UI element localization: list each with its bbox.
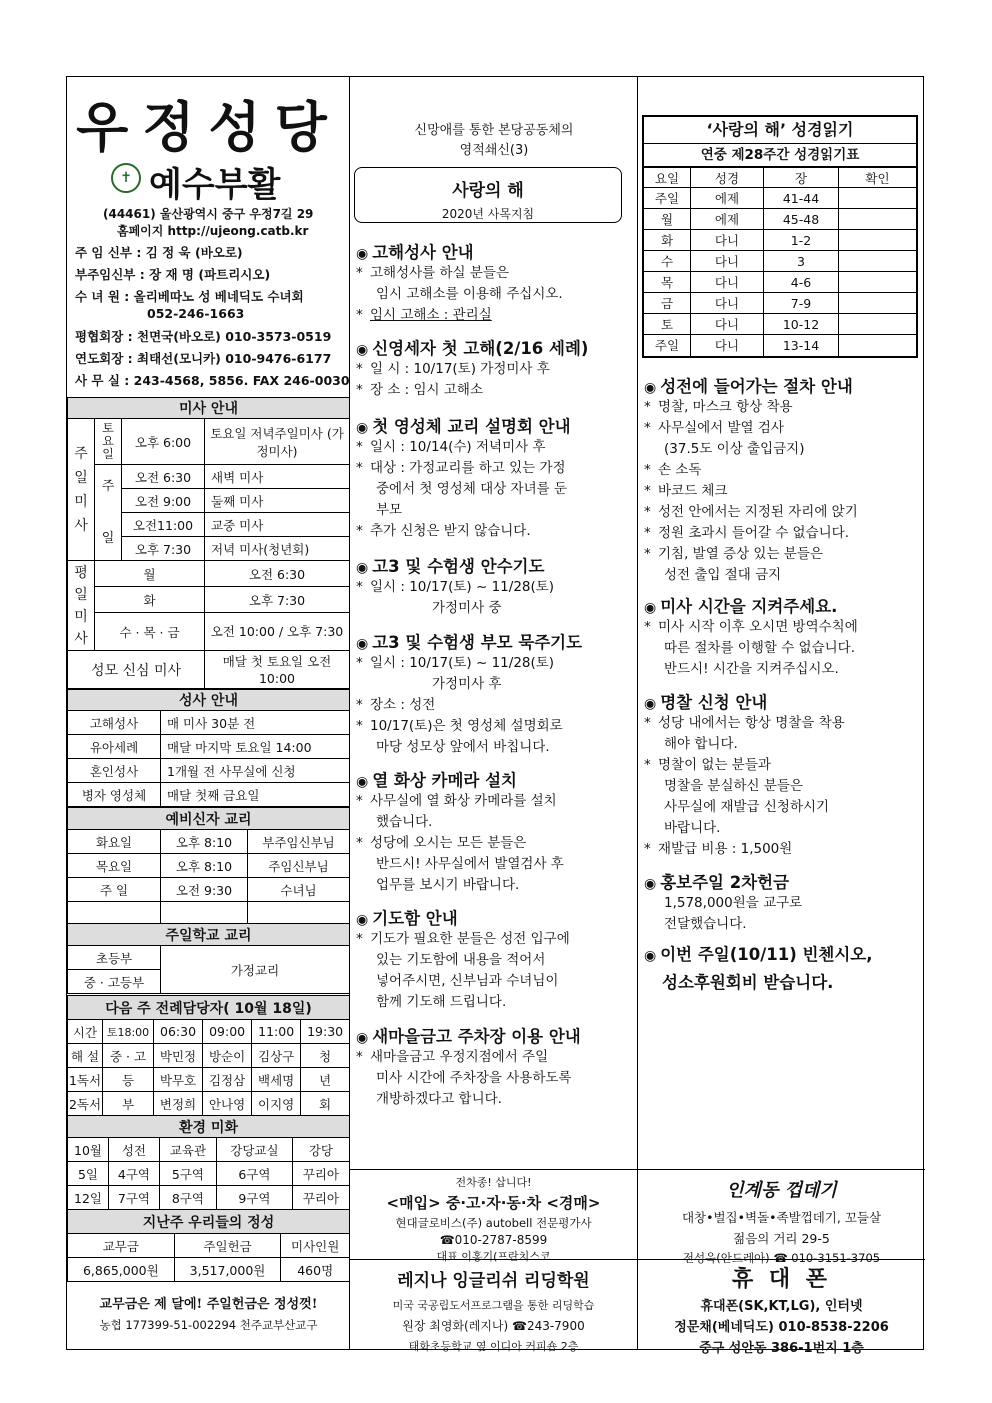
bible-day: 목 (644, 272, 691, 293)
liturgy-cell: 변정희 (154, 1092, 203, 1116)
bible-book: 에제 (691, 209, 764, 230)
bible-check-box[interactable] (839, 335, 917, 356)
sunday-label: 주 일 (95, 465, 122, 561)
liturgy-cell: 김정삼 (203, 1068, 252, 1092)
offering-value: 6,865,000원 (68, 1258, 175, 1282)
notice-parent-rosary (356, 629, 631, 758)
notice-heading: 고3 및 수험생 안수기도 (372, 557, 545, 576)
sacrament-desc: 1개월 전 사무실에 신청 (161, 759, 350, 783)
bullet-icon: ◉ (644, 600, 657, 616)
notice-line: 해야 합니다. (664, 736, 738, 752)
bullet-icon: ◉ (356, 774, 369, 790)
cleaning-cell: 9구역 (217, 1186, 293, 1210)
notice-line: 명찰을 분실하신 분들은 (664, 778, 803, 794)
bible-check-box[interactable] (839, 251, 917, 272)
notice-heading: 홍보주일 2차헌금 (660, 873, 790, 892)
weekday-time: 오전 6:30 (205, 561, 350, 587)
bible-header: 확인 (839, 168, 917, 188)
bible-chapter: 3 (764, 251, 839, 272)
notice-line: * 성당에 오시는 모든 분들은 (356, 833, 631, 854)
ad-line: 원장 최영화(레지나) ☎243-7900 (402, 1319, 585, 1333)
ad-line: 미국 국공립도서프로그램을 통한 리딩학습 (392, 1299, 595, 1312)
weekday-day: 월 (95, 561, 205, 587)
bible-chapter: 13-14 (764, 335, 839, 356)
bible-book: 다니 (691, 251, 764, 272)
ad-line: 대창•벌집•벽돌•족발껍데기, 꼬들살 (681, 1210, 882, 1225)
notice-line: 개방하겠다고 합니다. (376, 1091, 502, 1107)
notice-line: * 정원 초과시 들어갈 수 없습니다. (644, 523, 919, 544)
bullet-icon: ◉ (356, 912, 369, 928)
staff-line: 주 임 신부 : 김 정 욱 (바오로) (75, 245, 243, 260)
cleaning-cell: 4구역 (109, 1162, 160, 1186)
notice-line: * 새마을금고 우정지점에서 주일 (356, 1047, 631, 1068)
intro-line: 영적쇄신(3) (459, 143, 529, 158)
notice-heading: 명찰 신청 안내 (660, 693, 768, 712)
notice-line: 임시 고해소를 이용해 주십시오. (376, 286, 563, 302)
bible-book: 다니 (691, 335, 764, 356)
staff-line: 부주임신부 : 장 재 명 (파트리시오) (75, 267, 271, 282)
bible-chapter: 41-44 (764, 188, 839, 209)
notice-line: 마당 성모상 앞에서 바칩니다. (376, 739, 550, 755)
mary-mass-label: 성모 신심 미사 (68, 651, 205, 689)
catechumen-time: 오후 8:10 (161, 854, 248, 878)
ad-line: 휴대폰(SK,KT,LG), 인터넷 (700, 1299, 863, 1314)
notice-line: * 추가 신청은 받지 않습니다. (356, 521, 631, 542)
bible-check-box[interactable] (839, 272, 917, 293)
notice-thermal-camera (356, 767, 631, 896)
notice-line: * 일 시 : 10/17(토) 가정미사 후 (356, 359, 631, 380)
notice-line: 반드시! 시간을 지켜주십시오. (664, 661, 839, 677)
box-title: 사랑의 해 (452, 181, 524, 201)
notice-line: 중에서 첫 영성체 대상 자녀를 둔 (376, 481, 567, 497)
sacrament-desc: 매달 마지막 토요일 14:00 (161, 735, 350, 759)
bible-header: 요일 (644, 168, 691, 188)
notice-line: 성전 출입 절대 금지 (664, 567, 782, 583)
sacrament-table (67, 689, 350, 807)
liturgy-cell: 2독서 (68, 1092, 103, 1116)
bible-day: 금 (644, 293, 691, 314)
ad-line: 태화초등학교 옆 이디아 커피숍 2층 (408, 1340, 579, 1353)
notice-line: * 성당 내에서는 항상 명찰을 착용 (644, 713, 919, 734)
sacrament-desc: 매달 첫째 금요일 (161, 783, 350, 807)
offering-title: 지난주 우리들의 정성 (68, 1210, 350, 1234)
offering-slogan: 교무금은 제 달에! 주일헌금은 정성껏! (99, 1297, 318, 1312)
church-logo-icon: ✝ (111, 163, 141, 193)
notice-heading: 이번 주일(10/11) 빈첸시오, (660, 945, 873, 964)
ad-line: ☎010-2787-8599 (439, 1233, 548, 1247)
cleaning-cell: 꾸리아 (292, 1186, 349, 1210)
notice-second-collection (644, 869, 919, 935)
liturgy-cell: 중 · 고 (103, 1044, 154, 1068)
catechumen-teacher: 부주임신부님 (248, 830, 350, 854)
notice-heading: 고3 및 수험생 부모 묵주기도 (372, 633, 583, 652)
sunday-school-title: 주일학교 교리 (68, 924, 350, 946)
mass-time: 오전 6:30 (122, 465, 205, 489)
notice-line: * 일시 : 10/17(토) ~ 11/28(토) (356, 653, 631, 674)
ad-line: 정문채(베네딕도) 010-8538-2206 (674, 1320, 889, 1335)
catechumen-day: 화요일 (68, 830, 161, 854)
ad-restaurant (638, 1169, 925, 1265)
bullet-icon: ◉ (356, 1030, 369, 1046)
bible-day: 주일 (644, 335, 691, 356)
liturgy-cell: 년 (301, 1068, 350, 1092)
staff-line: 052-246-1663 (147, 306, 245, 321)
bible-reading-box (642, 115, 918, 358)
box-subtitle: 2020년 사목지침 (441, 207, 535, 221)
notice-mass-time (644, 593, 919, 680)
liturgy-cell: 안나영 (203, 1092, 252, 1116)
staff-line: 사 무 실 : 243-4568, 5856. FAX 246-0030 (75, 373, 350, 388)
intro-line: 신망애를 통한 본당공동체의 (414, 123, 574, 138)
bible-check-box[interactable] (839, 230, 917, 251)
notice-line: 전달했습니다. (664, 916, 747, 932)
notice-line: 성소후원회비 받습니다. (662, 973, 834, 992)
notice-line: * 장소 : 성전 (356, 695, 631, 716)
notice-line: * 10/17(토)은 첫 영성체 설명회로 (356, 716, 631, 737)
church-title: 우정성당 (76, 95, 341, 159)
catechumen-time: 오후 8:10 (161, 830, 248, 854)
cleaning-cell: 5일 (68, 1162, 109, 1186)
bullet-icon: ◉ (356, 636, 369, 652)
sacrament-name: 고해성사 (68, 711, 161, 735)
notice-heading: 고해성사 안내 (372, 243, 474, 262)
notice-line: * 고해성사를 하실 분들은 (356, 263, 631, 284)
bible-check-box[interactable] (839, 293, 917, 314)
offering-header: 주일헌금 (174, 1234, 281, 1258)
liturgy-header: 09:00 (203, 1020, 252, 1044)
bullet-icon: ◉ (356, 420, 369, 436)
liturgy-header: 11:00 (252, 1020, 301, 1044)
bible-chapter: 4-6 (764, 272, 839, 293)
bullet-icon: ◉ (356, 560, 369, 576)
notice-line: * 일시 : 10/17(토) ~ 11/28(토) (356, 577, 631, 598)
notice-line: * 일시 : 10/14(수) 저녁미사 후 (356, 437, 631, 458)
notice-first-communion (356, 413, 631, 542)
cleaning-table (67, 1115, 350, 1210)
mass-time: 오후 6:00 (122, 419, 205, 465)
ad-line: 인계동 껍데기 (726, 1180, 837, 1201)
weekday-day: 수 · 목 · 금 (95, 613, 205, 651)
ad-line: 현대글로비스(주) autobell 전문평가사 (395, 1216, 592, 1230)
bullet-icon: ◉ (356, 246, 369, 262)
bible-chapter: 7-9 (764, 293, 839, 314)
weekday-mass-label: 평 일 미 사 (68, 561, 95, 651)
cleaning-title: 환경 미화 (68, 1116, 350, 1138)
bank-account: 농협 177399-51-002294 천주교부산교구 (99, 1318, 318, 1332)
liturgy-cell: 부 (103, 1092, 154, 1116)
mass-desc: 둘째 미사 (205, 489, 350, 513)
notice-heading: 기도함 안내 (372, 909, 458, 928)
bible-chapter: 1-2 (764, 230, 839, 251)
sacrament-name: 유아세례 (68, 735, 161, 759)
bullet-icon: ◉ (644, 696, 657, 712)
notice-heading: 신영세자 첫 고해(2/16 세례) (372, 339, 589, 358)
liturgy-table (67, 995, 350, 1116)
bible-title: ‘사랑의 해’ 성경읽기 (644, 117, 916, 144)
staff-line: 수 녀 원 : 올리베따노 성 베네딕도 수녀회 (75, 289, 304, 304)
ad-line: 전차종! 삽니다! (455, 1176, 532, 1189)
notice-heading: 열 화상 카메라 설치 (372, 771, 517, 790)
bible-subtitle: 연중 제28주간 성경읽기표 (644, 144, 916, 167)
bullet-icon: ◉ (356, 342, 369, 358)
mass-title: 미사 안내 (68, 398, 350, 419)
notice-heading: 첫 영성체 교리 설명회 안내 (372, 417, 571, 436)
notice-heading: 미사 시간을 지켜주세요. (660, 597, 838, 616)
ad-line: 휴 대 폰 (731, 1266, 832, 1292)
notice-line: * 임시 고해소 : 관리실 (356, 305, 631, 326)
bible-chapter: 45-48 (764, 209, 839, 230)
notice-line: * 성전 안에서는 지정된 자리에 앉기 (644, 502, 919, 523)
bulletin-page (66, 76, 924, 1356)
saturday-label: 토 요 일 (95, 419, 122, 465)
cleaning-header: 강당교실 (217, 1138, 293, 1162)
middle-column (350, 77, 638, 1353)
sacrament-desc: 매 미사 30분 전 (161, 711, 350, 735)
cleaning-cell: 8구역 (159, 1186, 216, 1210)
notice-line: 함께 기도해 드립니다. (376, 994, 507, 1010)
notice-exam-prayer (356, 553, 631, 619)
liturgy-cell: 청 (301, 1044, 350, 1068)
notice-line: * 미사 시작 이후 오시면 방역수칙에 (644, 617, 919, 638)
notice-line: * 명찰, 마스크 항상 착용 (644, 397, 919, 418)
notice-line: (37.5도 이상 출입금지) (664, 441, 805, 457)
mass-time: 오후 7:30 (122, 537, 205, 561)
liturgy-title: 다음 주 전례담당자( 10월 18일) (68, 996, 350, 1020)
bible-table (644, 167, 916, 356)
notice-line: * 장 소 : 임시 고해소 (356, 380, 631, 401)
mass-time: 오전11:00 (122, 513, 205, 537)
notice-line: 넣어주시면, 신부님과 수녀님이 (376, 973, 559, 989)
liturgy-cell: 백세명 (252, 1068, 301, 1092)
cleaning-cell: 7구역 (109, 1186, 160, 1210)
notice-line: 가정미사 후 (432, 676, 502, 692)
homepage-link[interactable]: 홈페이지 http://ujeong.catb.kr (117, 224, 309, 238)
bible-book: 다니 (691, 314, 764, 335)
liturgy-cell: 해 설 (68, 1044, 103, 1068)
notice-line: 했습니다. (376, 814, 433, 830)
liturgy-cell: 박민정 (154, 1044, 203, 1068)
school-desc: 가정교리 (161, 946, 350, 994)
sacrament-name: 혼인성사 (68, 759, 161, 783)
notice-line: 가정미사 중 (432, 600, 502, 616)
mass-time: 오전 9:00 (122, 489, 205, 513)
ad-used-car (350, 1169, 637, 1263)
catechumen-title: 예비신자 교리 (68, 808, 350, 830)
notice-name-tag (644, 689, 919, 860)
mass-desc: 토요일 저녁주일미사 (가정미사) (205, 419, 350, 465)
notice-line: * 기도가 필요한 분들은 성전 입구에 (356, 929, 631, 950)
mass-desc: 새벽 미사 (205, 465, 350, 489)
liturgy-cell: 이지영 (252, 1092, 301, 1116)
cleaning-cell: 5구역 (159, 1162, 216, 1186)
offering-table (67, 1209, 350, 1282)
notice-line: 1,578,000원을 교구로 (664, 895, 803, 911)
bible-book: 다니 (691, 230, 764, 251)
notice-line: * 명찰이 없는 분들과 (644, 755, 919, 776)
pastoral-intro (350, 121, 638, 161)
cleaning-header: 강당 (292, 1138, 349, 1162)
notice-prayer-box (356, 905, 631, 1013)
address: (44461) 울산광역시 중구 우정7길 29 (103, 207, 314, 221)
bullet-icon: ◉ (644, 876, 657, 892)
catechumen-day: 목요일 (68, 854, 161, 878)
mass-desc: 저녁 미사(청년회) (205, 537, 350, 561)
ad-line: 전성욱(안드레아) ☎ 010-3151-3705 (682, 1251, 881, 1265)
notice-line: 있는 기도함에 내용을 적어서 (376, 952, 546, 968)
offering-value: 460명 (281, 1258, 350, 1282)
mass-table (67, 397, 350, 689)
catechumen-day: 주 일 (68, 878, 161, 902)
sacrament-name: 병자 영성체 (68, 783, 161, 807)
liturgy-header: 시간 (68, 1020, 103, 1044)
staff-line: 연도회장 : 최태선(모니카) 010-9476-6177 (75, 351, 332, 366)
bible-book: 다니 (691, 272, 764, 293)
sacrament-title: 성사 안내 (68, 690, 350, 711)
bible-day: 화 (644, 230, 691, 251)
ad-line: <매입> 중·고·자·동·차 <경매> (386, 1194, 601, 1212)
notice-confession (356, 239, 631, 326)
notice-new-baptized (356, 335, 631, 401)
bible-chapter: 10-12 (764, 314, 839, 335)
mass-desc: 교중 미사 (205, 513, 350, 537)
bible-book: 에제 (691, 188, 764, 209)
catechumen-time: 오전 9:30 (161, 878, 248, 902)
cleaning-cell: 꾸리아 (292, 1162, 349, 1186)
liturgy-header: 06:30 (154, 1020, 203, 1044)
ad-phone-store (638, 1259, 925, 1356)
weekday-time: 오후 7:30 (205, 587, 350, 613)
bible-book: 다니 (691, 293, 764, 314)
cleaning-header: 교육관 (159, 1138, 216, 1162)
school-level: 초등부 (68, 946, 161, 970)
notice-line: * 기침, 발열 증상 있는 분들은 (644, 544, 919, 565)
bible-day: 수 (644, 251, 691, 272)
offering-value: 3,517,000원 (174, 1258, 281, 1282)
left-column (67, 77, 350, 1349)
ad-line: 대표 이홍기(프란치스코 (436, 1250, 551, 1263)
liturgy-cell: 김상구 (252, 1044, 301, 1068)
liturgy-cell: 박무호 (154, 1068, 203, 1092)
cleaning-cell: 12일 (68, 1186, 109, 1210)
weekday-time: 오전 10:00 / 오후 7:30 (205, 613, 350, 651)
liturgy-cell: 회 (301, 1092, 350, 1116)
notice-line: * 손 소독 (644, 460, 919, 481)
bible-header: 성경 (691, 168, 764, 188)
bible-day: 토 (644, 314, 691, 335)
cleaning-cell: 6구역 (217, 1162, 293, 1186)
notice-vincent (644, 941, 919, 993)
notice-line: * 재발급 비용 : 1,500원 (644, 839, 919, 860)
liturgy-cell: 등 (103, 1068, 154, 1092)
cleaning-header: 10월 (68, 1138, 109, 1162)
catechumen-teacher: 수녀님 (248, 878, 350, 902)
notice-line: * 바코드 체크 (644, 481, 919, 502)
catechumen-teacher: 주임신부님 (248, 854, 350, 878)
cleaning-header: 성전 (109, 1138, 160, 1162)
notice-parking (356, 1023, 631, 1110)
notice-entry-procedure (644, 373, 919, 586)
notice-heading: 새마을금고 주차장 이용 안내 (372, 1027, 581, 1046)
notice-line: 업무를 보시기 바랍니다. (376, 877, 520, 893)
notice-heading: 성전에 들어가는 절차 안내 (660, 377, 853, 396)
bullet-icon: ◉ (644, 380, 657, 396)
notice-line: 미사 시간에 주차장을 사용하도록 (376, 1070, 572, 1086)
bible-check-box[interactable] (839, 188, 917, 209)
notice-line: 사무실에 재발급 신청하시기 (664, 799, 830, 815)
notice-line: 반드시! 사무실에서 발열검사 후 (376, 856, 564, 872)
liturgy-header: 토18:00 (103, 1020, 154, 1044)
catechumen-table (67, 807, 350, 926)
ad-line: 중구 성안동 386-1번지 1층 (699, 1341, 864, 1356)
staff-line: 평협회장 : 천면국(바오로) 010-3573-0519 (75, 329, 332, 344)
school-level: 중 · 고등부 (68, 970, 161, 994)
sunday-school-table (67, 923, 350, 994)
bible-check-box[interactable] (839, 314, 917, 335)
weekday-day: 화 (95, 587, 205, 613)
offering-header: 교무금 (68, 1234, 175, 1258)
mary-mass-time: 매달 첫 토요일 오전 10:00 (205, 651, 350, 689)
liturgy-cell: 1독서 (68, 1068, 103, 1092)
ad-line: 젊음의 거리 29-5 (733, 1231, 830, 1246)
subtitle-resurrection: 예수부활 (149, 165, 281, 205)
pastoral-guideline-box (354, 167, 622, 223)
ad-line: 레지나 잉글리쉬 리딩학원 (397, 1271, 590, 1291)
bible-header: 장 (764, 168, 839, 188)
bullet-icon: ◉ (644, 948, 657, 964)
notice-line: * 대상 : 가정교리를 하고 있는 가정 (356, 458, 631, 479)
bible-day: 월 (644, 209, 691, 230)
notice-line: 바랍니다. (664, 820, 721, 836)
liturgy-cell: 방순이 (203, 1044, 252, 1068)
liturgy-header: 19:30 (301, 1020, 350, 1044)
sunday-mass-label: 주 일 미 사 (68, 419, 95, 561)
bible-check-box[interactable] (839, 209, 917, 230)
notice-line: 따른 절차를 이행할 수 없습니다. (664, 640, 855, 656)
offering-header: 미사인원 (281, 1234, 350, 1258)
notice-line: 부모 (376, 502, 403, 518)
notice-line: * 사무실에 열 화상 카메라를 설치 (356, 791, 631, 812)
right-column (638, 77, 925, 1356)
bible-day: 주일 (644, 188, 691, 209)
notice-line: * 사무실에서 발열 검사 (644, 418, 919, 439)
ad-english-academy (350, 1259, 637, 1352)
